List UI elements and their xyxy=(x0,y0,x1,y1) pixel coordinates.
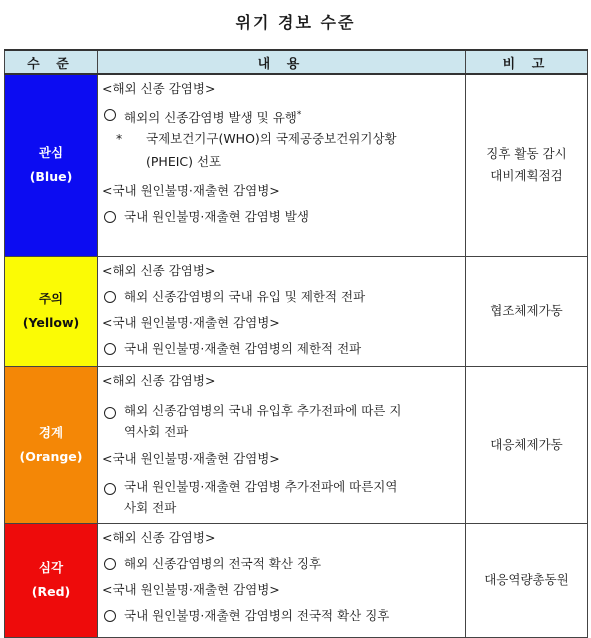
domestic-item: 국내 원인불명·재출현 감염병 추가전파에 따른지역 xyxy=(102,477,461,497)
remark-text: 대응체제가동 xyxy=(490,436,563,452)
header-level: 수 준 xyxy=(5,50,98,74)
domestic-label: <국내 원인불명·재출현 감염병> xyxy=(102,183,280,198)
domestic-label: <국내 원인불명·재출현 감염병> xyxy=(102,581,280,597)
content-cell-orange xyxy=(98,366,466,523)
domestic-item-continuation: 사회 전파 xyxy=(124,499,177,515)
level-cell-orange xyxy=(5,366,98,523)
remark-text: 대비계획점검 xyxy=(490,168,563,184)
overseas-item: 해외 신종감염병의 국내 유입 및 제한적 전파 xyxy=(102,285,461,311)
remark-text: 대응역량총동원 xyxy=(484,572,569,587)
note-star: * xyxy=(116,131,123,146)
overseas-item: 해외 신종감염병의 국내 유입후 추가전파에 따른 지 xyxy=(102,401,461,421)
level-name: 심각 xyxy=(38,560,64,575)
overseas-label: <해외 신종 감염병> xyxy=(102,529,216,545)
level-english: (Red) xyxy=(31,584,71,599)
remark-text: 징후 활동 감시 xyxy=(486,146,567,162)
overseas-label: <해외 신종 감염병> xyxy=(102,81,216,96)
domestic-item: 국내 원인불명·재출현 감염병 발생 xyxy=(102,205,461,231)
table-row-orange xyxy=(5,366,588,523)
header-remark: 비 고 xyxy=(466,50,588,74)
remark-cell-orange xyxy=(466,366,588,523)
level-cell-blue xyxy=(5,74,98,256)
level-english: (Blue) xyxy=(29,169,73,185)
table-header xyxy=(5,50,588,74)
overseas-item: 해외 신종감염병의 전국적 확산 징후 xyxy=(102,552,461,578)
level-name: 경계 xyxy=(38,424,64,440)
overseas-label: <해외 신종 감염병> xyxy=(102,262,216,278)
level-english: (Orange) xyxy=(19,448,83,464)
note-text: 국제보건기구(WHO)의 국제공중보건위기상황 xyxy=(146,131,397,146)
level-cell-yellow xyxy=(5,256,98,366)
table-row-red xyxy=(5,523,588,637)
domestic-label: <국내 원인불명·재출현 감염병> xyxy=(102,450,280,466)
remark-cell-red xyxy=(466,523,588,637)
domestic-item: 국내 원인불명·재출현 감염병의 전국적 확산 징후 xyxy=(102,604,461,630)
footnote-mark: * xyxy=(296,110,302,120)
note-line xyxy=(102,129,461,149)
overseas-item-continuation: 역사회 전파 xyxy=(124,423,189,439)
overseas-item xyxy=(102,103,461,129)
header-content: 내 용 xyxy=(98,50,466,74)
remark-text: 협조체제가동 xyxy=(490,303,563,318)
level-name: 관심 xyxy=(38,145,64,161)
document-title: 위기 경보 수준 xyxy=(235,13,356,32)
content-cell-red xyxy=(98,523,466,637)
table-row-blue xyxy=(5,74,588,256)
domestic-item: 국내 원인불명·재출현 감염병의 제한적 전파 xyxy=(102,337,461,363)
level-name: 주의 xyxy=(38,291,64,306)
domestic-label: <국내 원인불명·재출현 감염병> xyxy=(102,314,280,330)
content-cell-yellow xyxy=(98,256,466,366)
overseas-item-text: 해외의 신종감염병 발생 및 유행 xyxy=(124,110,297,126)
level-english: (Yellow) xyxy=(22,315,80,330)
overseas-label: <해외 신종 감염병> xyxy=(102,372,216,388)
remark-cell-blue xyxy=(466,74,588,256)
note-continuation: (PHEIC) 선포 xyxy=(146,154,222,169)
table-row-yellow xyxy=(5,256,588,366)
level-cell-red xyxy=(5,523,98,637)
content-cell-blue xyxy=(98,74,466,256)
alert-level-table xyxy=(4,49,588,638)
remark-cell-yellow xyxy=(466,256,588,366)
